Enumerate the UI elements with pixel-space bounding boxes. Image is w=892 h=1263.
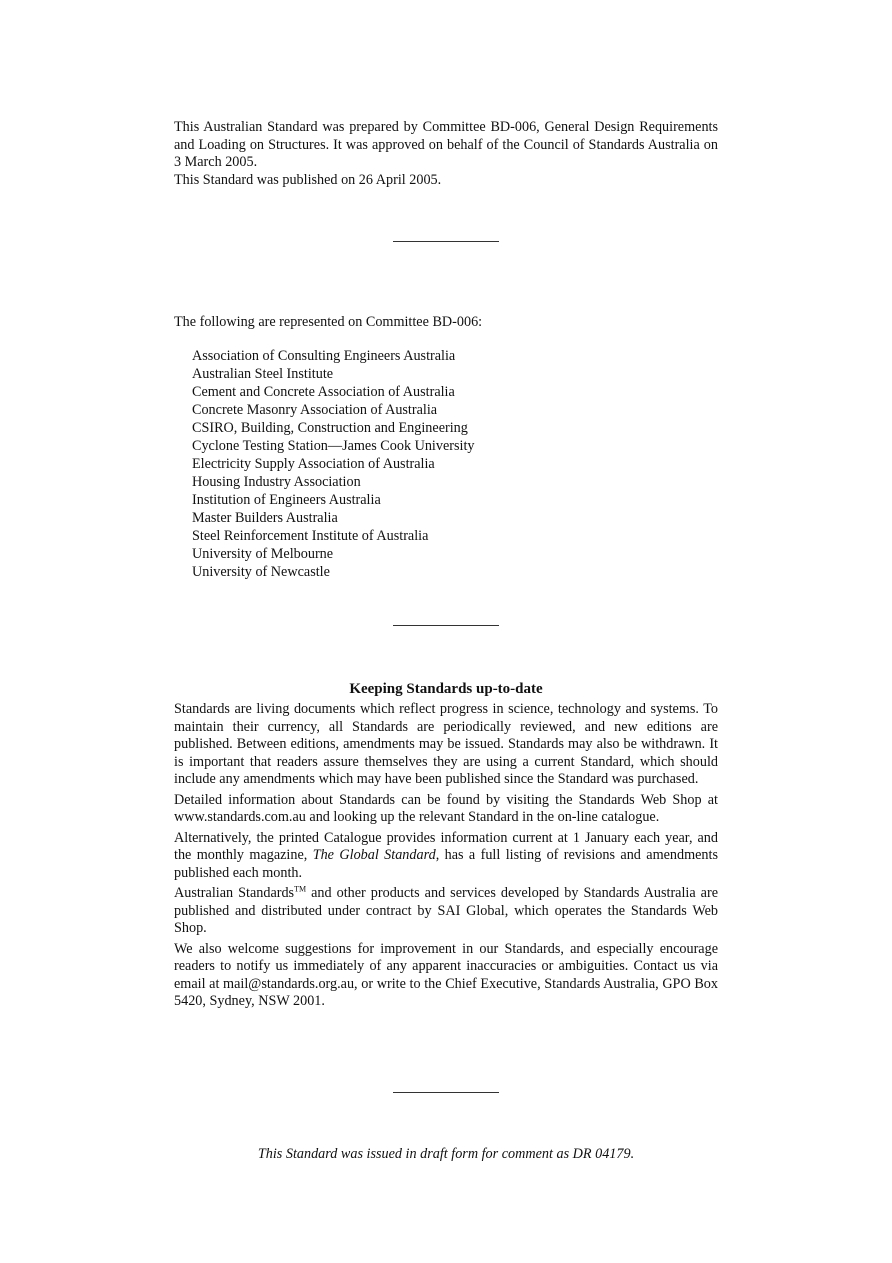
paragraph-feedback: We also welcome suggestions for improvement in our Standards, and especially encourage readers to notify us immediately of any apparent inaccuracies or ambiguities. Contact us via email at mail@standards.org.au, or write to the Chief Executive, Standards Australia, GPO Box 5420, Sydney, NSW 2001.	[174, 940, 718, 1009]
list-item: Cyclone Testing Station—James Cook University	[192, 438, 475, 454]
paragraph-living-documents: Standards are living documents which reflect progress in science, technology and systems. To maintain their currency, all Standards are periodically reviewed, and new editions are published. Between editions, amendments may be issued. Standards may also be withdrawn. It is important that readers assure themselves they are using a current Standard, which should include any amendments which may have been published since the Standard was purchased.	[174, 701, 718, 787]
preparation-notice	[174, 119, 718, 189]
magazine-title: The Global Standard	[312, 847, 436, 863]
list-item: Master Builders Australia	[192, 510, 338, 526]
list-item: Association of Consulting Engineers Australia	[192, 348, 456, 364]
divider-rule	[393, 625, 499, 626]
list-item: Institution of Engineers Australia	[192, 492, 381, 508]
committee-organization-list	[192, 347, 474, 581]
list-item: Electricity Supply Association of Australia	[192, 456, 435, 472]
paragraph-catalogue-part2: , has a full listing of revisions and amendments published each month.	[174, 847, 718, 881]
list-item: Concrete Masonry Association of Australia	[192, 402, 438, 418]
publication-date-text: This Standard was published on 26 April 2005.	[174, 171, 442, 188]
divider-rule	[393, 1092, 499, 1093]
list-item: Steel Reinforcement Institute of Australia	[192, 528, 429, 544]
preparation-text: This Australian Standard was prepared by Committee BD-006, General Design Requirements and Loading on Structures. It was approved on behalf of the Council of Standards Australia on 3 March 2005.	[174, 119, 718, 170]
paragraph-catalogue-part1: Alternatively, the printed Catalogue provides information current at 1 January each year, and the monthly magazine,	[174, 829, 718, 863]
list-item: Housing Industry Association	[192, 474, 361, 490]
list-item: University of Melbourne	[192, 546, 334, 562]
list-item: CSIRO, Building, Construction and Engineering	[192, 420, 468, 436]
draft-note: This Standard was issued in draft form for comment as DR 04179.	[257, 1146, 635, 1162]
list-item: University of Newcastle	[192, 564, 330, 580]
list-item: Australian Steel Institute	[192, 366, 334, 382]
committee-intro: The following are represented on Committee BD-006:	[174, 314, 483, 330]
divider-rule	[393, 241, 499, 242]
paragraph-sai-global-part1: Australian Standards	[174, 885, 295, 901]
trademark-symbol: TM	[294, 884, 307, 894]
section-heading: Keeping Standards up-to-date	[349, 681, 543, 697]
paragraph-sai-global	[174, 885, 718, 938]
paragraph-catalogue	[174, 830, 718, 883]
paragraph-sai-global-part2: and other products and services developed by Standards Australia are published and distributed under contract by SAI Global, which operates the Standards Web Shop.	[174, 885, 718, 936]
paragraph-web-shop: Detailed information about Standards can be found by visiting the Standards Web Shop at www.standards.com.au and looking up the relevant Standard in the on-line catalogue.	[174, 791, 718, 825]
keeping-up-to-date-section	[174, 701, 718, 1014]
list-item: Cement and Concrete Association of Australia	[192, 384, 455, 400]
